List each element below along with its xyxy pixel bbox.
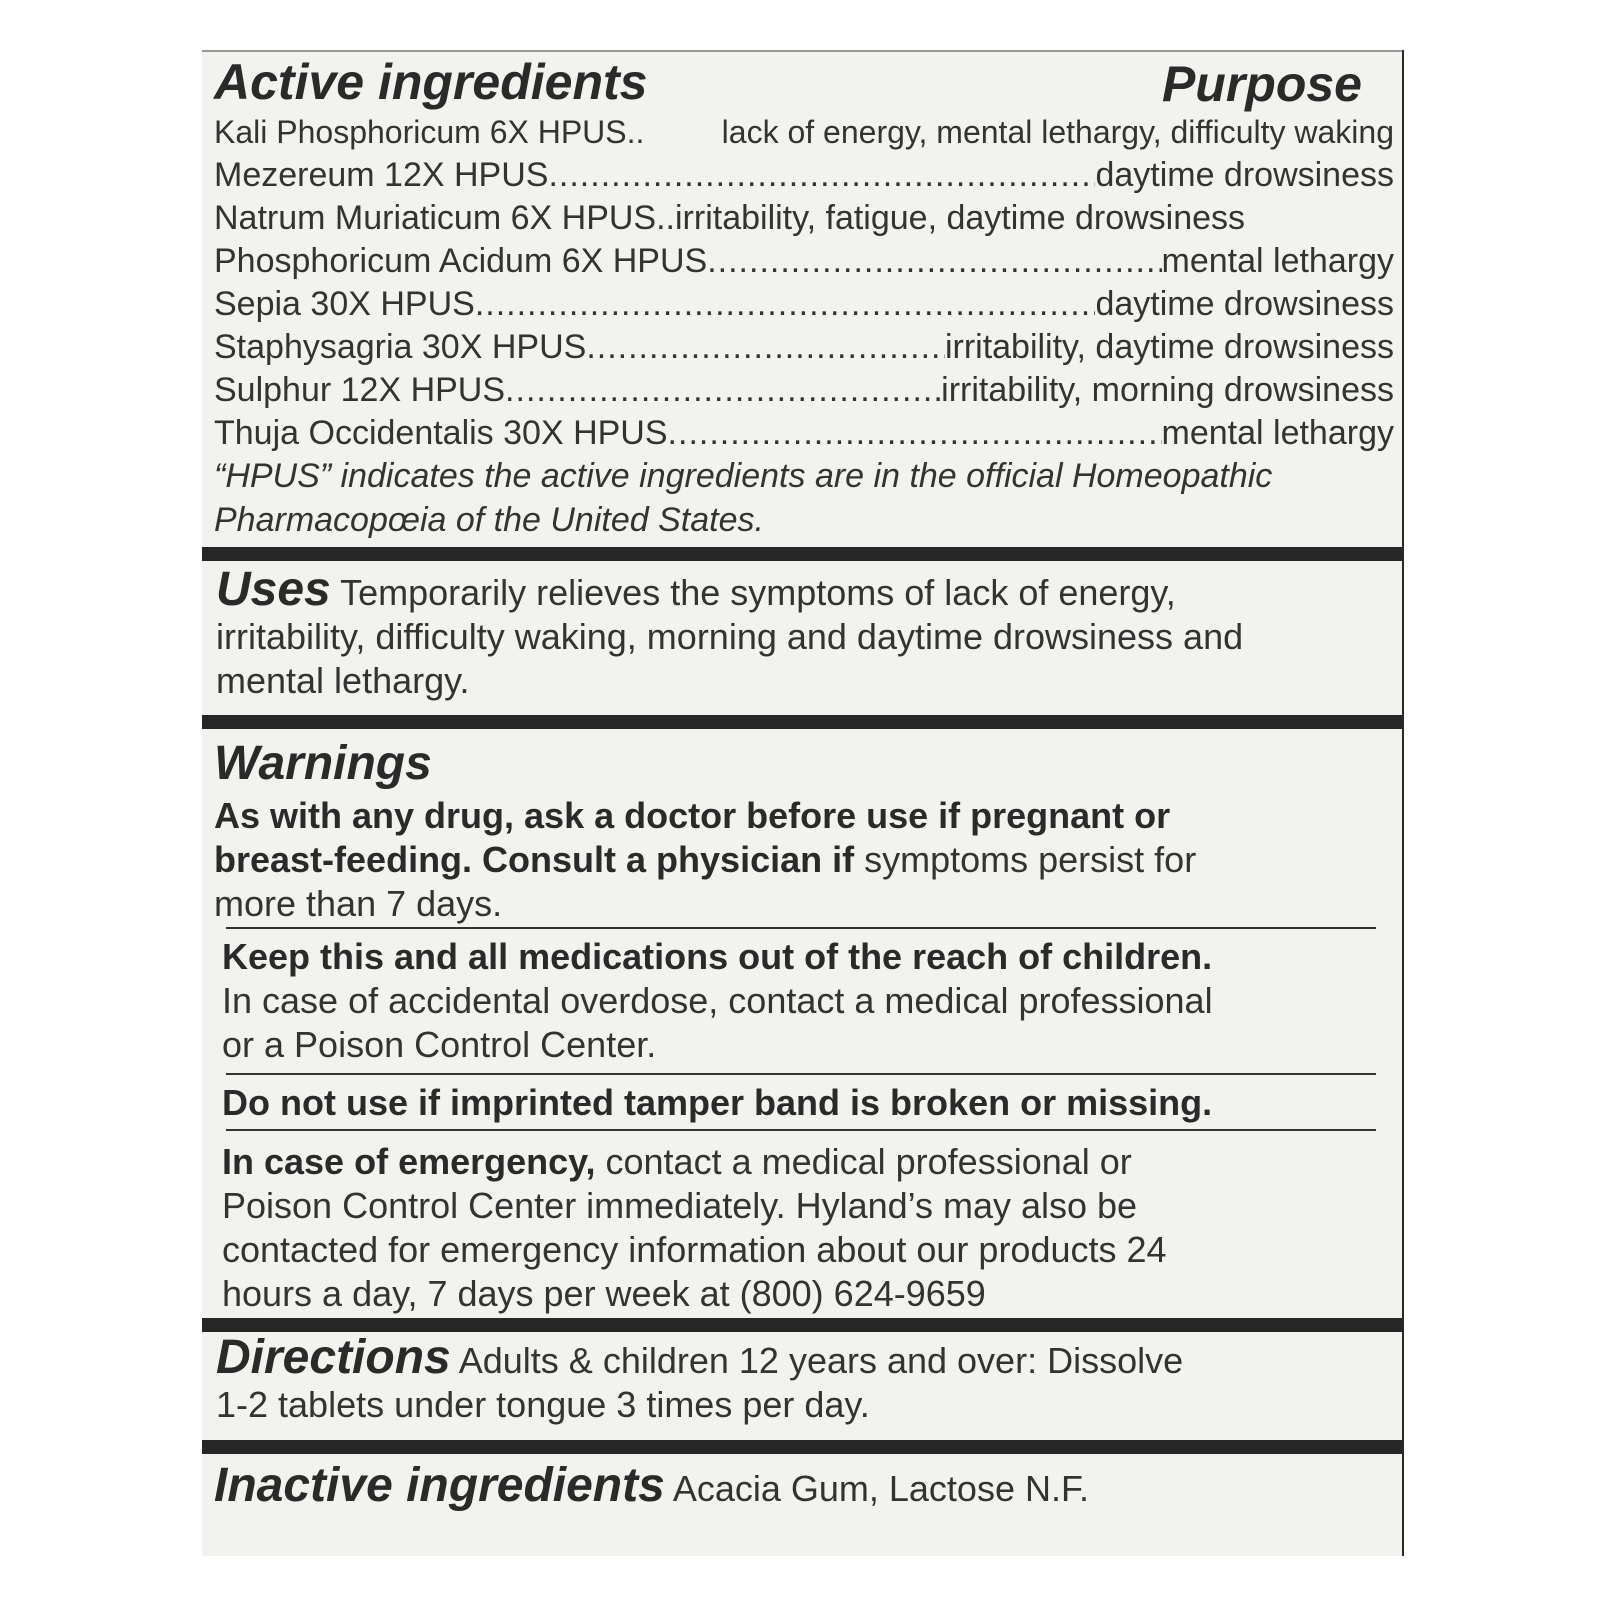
- ingredient-purpose: daytime drowsiness: [1095, 285, 1394, 323]
- drug-facts-panel: [202, 50, 1404, 1556]
- leader-dots: [586, 325, 945, 369]
- warnings-heading: Warnings: [214, 737, 432, 790]
- warnings-rule: [226, 927, 1376, 929]
- leader-dots: [668, 411, 1162, 455]
- section-divider: [202, 1440, 1402, 1454]
- ingredient-row: [214, 411, 1394, 455]
- keep-away-paragraph: [222, 935, 1392, 1067]
- uses-paragraph: [216, 563, 1386, 703]
- leader-dots: [548, 153, 1095, 197]
- ingredient-row: [214, 196, 1394, 240]
- active-ingredients-heading: Active ingredients: [214, 54, 648, 110]
- emergency-text: contacted for emergency information about our products 24: [222, 1229, 1167, 1270]
- inactive-heading: Inactive ingredients: [214, 1459, 665, 1512]
- warnings-bold-text: breast-feeding. Consult a physician if: [214, 839, 855, 880]
- tamper-band-paragraph: [222, 1081, 1392, 1125]
- ingredient-name: Thuja Occidentalis 30X HPUS: [214, 414, 668, 452]
- directions-heading: Directions: [216, 1331, 451, 1384]
- ingredient-name: Mezereum 12X HPUS: [214, 156, 549, 194]
- section-divider: [202, 1318, 1402, 1332]
- ingredient-purpose: ..irritability, fatigue, daytime drowsiness: [656, 199, 1246, 237]
- inactive-paragraph: [214, 1459, 1384, 1512]
- ingredient-row: [214, 368, 1394, 412]
- ingredient-purpose: mental lethargy: [1161, 242, 1394, 280]
- inactive-text: Acacia Gum, Lactose N.F.: [672, 1468, 1089, 1509]
- ingredient-row: [214, 110, 1394, 154]
- ingredient-name: Sulphur 12X HPUS: [214, 371, 506, 409]
- warnings-text: more than 7 days.: [214, 883, 503, 924]
- ingredient-purpose: irritability, morning drowsiness: [941, 371, 1394, 409]
- warnings-general-paragraph: [214, 794, 1384, 926]
- ingredient-purpose: irritability, daytime drowsiness: [944, 328, 1394, 366]
- uses-line: mental lethargy.: [216, 660, 470, 701]
- ingredient-name: Staphysagria 30X HPUS: [214, 328, 587, 366]
- keep-away-bold-text: Keep this and all medications out of the reach of children.: [222, 936, 1213, 977]
- ingredient-name: Natrum Muriaticum 6X HPUS: [214, 199, 657, 237]
- keep-away-text: In case of accidental overdose, contact a medical professional: [222, 980, 1213, 1021]
- emergency-text: contact a medical professional or: [595, 1141, 1132, 1182]
- ingredient-name: Kali Phosphoricum 6X HPUS..: [214, 114, 645, 150]
- directions-line: 1-2 tablets under tongue 3 times per day.: [216, 1384, 870, 1425]
- leader-dots: [475, 282, 1096, 326]
- ingredient-purpose: daytime drowsiness: [1095, 156, 1394, 194]
- warnings-rule: [226, 1073, 1376, 1075]
- keep-away-text: or a Poison Control Center.: [222, 1024, 657, 1065]
- uses-heading: Uses: [216, 563, 331, 616]
- uses-line: Temporarily relieves the symptoms of lack of energy,: [340, 572, 1176, 613]
- ingredient-purpose: lack of energy, mental lethargy, difficulty waking: [721, 114, 1394, 150]
- emergency-paragraph: [222, 1140, 1392, 1316]
- directions-line: Adults & children 12 years and over: Dissolve: [458, 1340, 1184, 1381]
- hpus-note-line: “HPUS” indicates the active ingredients are in the official Homeopathic: [214, 457, 1273, 495]
- ingredient-name: Phosphoricum Acidum 6X HPUS: [214, 242, 708, 280]
- emergency-text: Poison Control Center immediately. Hyland’s may also be: [222, 1185, 1138, 1226]
- section-divider: [202, 547, 1402, 561]
- ingredient-row: [214, 153, 1394, 197]
- ingredient-purpose: mental lethargy: [1161, 414, 1394, 452]
- section-divider: [202, 715, 1402, 729]
- uses-line: irritability, difficulty waking, morning and daytime drowsiness and: [216, 616, 1244, 657]
- warnings-text: symptoms persist for: [854, 839, 1197, 880]
- ingredient-row: [214, 282, 1394, 326]
- emergency-bold-text: In case of emergency,: [222, 1141, 596, 1182]
- ingredient-row: [214, 239, 1394, 283]
- purpose-heading: Purpose: [1161, 56, 1362, 112]
- ingredient-name: Sepia 30X HPUS: [214, 285, 475, 323]
- emergency-text: hours a day, 7 days per week at (800) 624-9659: [222, 1273, 986, 1314]
- hpus-note-line: Pharmacopœia of the United States.: [214, 501, 764, 539]
- directions-paragraph: [216, 1331, 1386, 1427]
- warnings-bold-text: As with any drug, ask a doctor before use if pregnant or: [214, 795, 1171, 836]
- tamper-band-bold-text: Do not use if imprinted tamper band is broken or missing.: [222, 1082, 1213, 1123]
- leader-dots: [707, 239, 1161, 283]
- leader-dots: [505, 368, 941, 412]
- ingredient-row: [214, 325, 1394, 369]
- warnings-rule: [226, 1129, 1376, 1131]
